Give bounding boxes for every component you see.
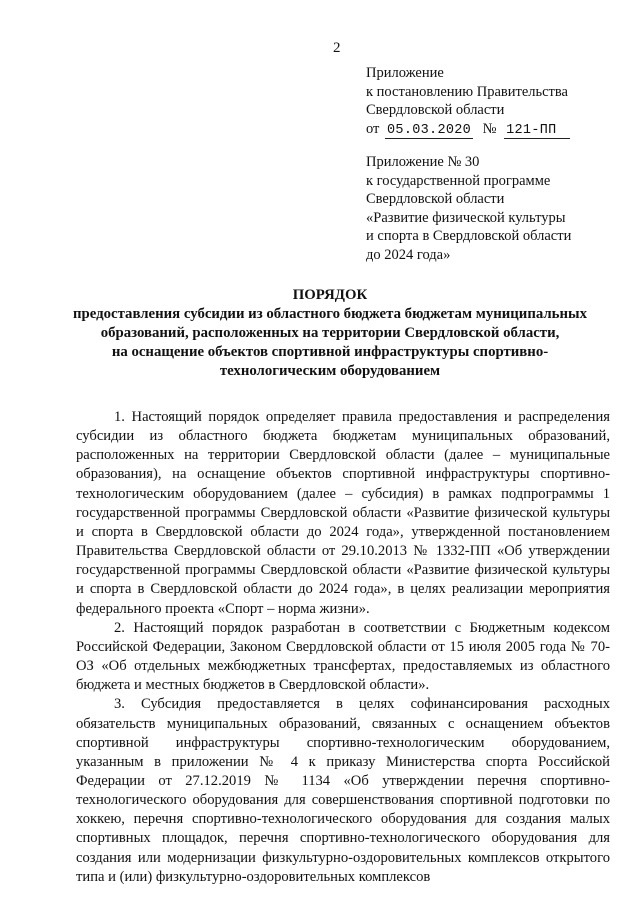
annex-line-6: до 2024 года» bbox=[366, 246, 451, 263]
date-prefix: от bbox=[366, 120, 380, 137]
subtitle-line-4: технологическим оборудованием bbox=[219, 363, 441, 379]
paragraph-3: 3. Субсидия предоставляется в целях софинансирования расходных обязательств муниципальных образований, связанных с оснащением объектов спортивной инфраструктуры спортивно-технологическим оборудованием, указанным в приложении № 4 к приказу Министерства спорта Российской Федерации от 27.12.2019 № 1134 «Об утверждении перечня спортивно-технологического оборудования для совершенствования спортивной подготовки по хоккею, перечня спортивно-технологического оборудования для создания малых спортивных площадок, перечня спортивно-технологического оборудования для создания или модернизации физкультурно-оздоровительных комплексов открытого типа и (или) физкультурно-оздоровительных комплексов bbox=[76, 696, 610, 885]
approval-block bbox=[366, 64, 626, 139]
annex-line-5: и спорта в Свердловской области bbox=[366, 228, 572, 244]
paragraph-1: 1. Настоящий порядок определяет правила предоставления и распределения субсидии из областного бюджета бюджетам муниципальных образований, расположенных на территории Свердловской области (далее – муниципальные образования), на оснащение объектов спортивной инфраструктуры спортивно-технологическим оборудованием (далее – субсидия) в рамках подпрограммы 1 государственной программы Свердловской области «Развитие физической культуры и спорта в Свердловской области до 2024 года», утвержденной постановлением Правительства Свердловской области от 29.10.2013 № 1332-ПП «Об утверждении государственной программы Свердловской области «Развитие физической культуры и спорта в Свердловской области до 2024 года», в целях реализации мероприятия федерального проекта «Спорт – норма жизни». bbox=[76, 409, 610, 617]
approval-date: 05.03.2020 bbox=[387, 122, 472, 138]
annex-line-4: «Развитие физической культуры bbox=[366, 209, 566, 226]
page-number: 2 bbox=[333, 40, 341, 56]
annex-line-3: Свердловской области bbox=[366, 191, 505, 207]
number-prefix: № bbox=[482, 120, 497, 137]
annex-line-2: к государственной программе bbox=[366, 172, 551, 189]
document-body bbox=[76, 408, 610, 887]
approval-number: 121-ПП bbox=[504, 123, 570, 139]
document-heading bbox=[60, 286, 600, 381]
annex-block bbox=[366, 153, 626, 264]
annex-line-1: Приложение № 30 bbox=[366, 154, 480, 170]
approval-date-line bbox=[366, 120, 626, 139]
document-title: ПОРЯДОК bbox=[292, 287, 368, 303]
approval-line-2: к постановлению Правительства bbox=[366, 83, 568, 100]
paragraph-2: 2. Настоящий порядок разработан в соответствии с Бюджетным кодексом Российской Федерации, Законом Свердловской области от 15 июля 2005 года № 70-ОЗ «Об отдельных межбюджетных трансфертах, предоставляемых из областного бюджета и местных бюджетов в Свердловской области». bbox=[76, 619, 610, 694]
approval-line-3: Свердловской области bbox=[366, 102, 505, 118]
approval-line-1: Приложение bbox=[366, 65, 444, 81]
subtitle-line-2: образований, расположенных на территории Свердловской области, bbox=[100, 325, 560, 341]
subtitle-line-1: предоставления субсидии из областного бюджета бюджетам муниципальных bbox=[73, 306, 587, 322]
subtitle-line-3: на оснащение объектов спортивной инфраструктуры спортивно- bbox=[111, 344, 549, 360]
